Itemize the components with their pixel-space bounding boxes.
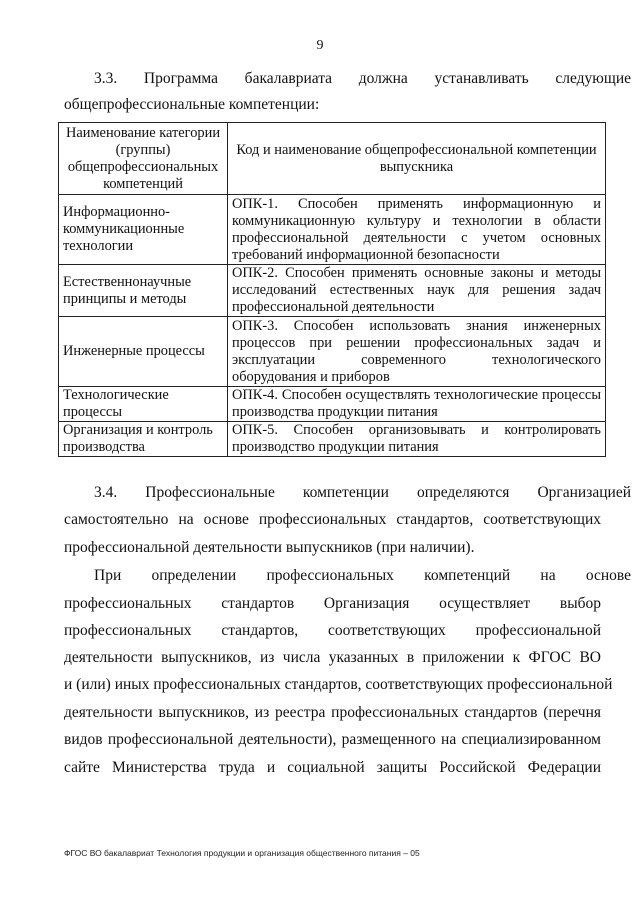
paragraph-line-5: и (или) иных профессиональных стандартов, соответствующих профессиональной: [64, 676, 613, 693]
row-competence: ОПК-1. Способен применять информационную и коммуникационную культуру и технологии в области профессиональной деятельности с учетом основных требований информационной безопасности: [228, 195, 606, 265]
table-row: [59, 387, 606, 422]
section-3-3-line-1: 3.3. Программа бакалавриата должна устанавливать следующие: [94, 70, 631, 87]
row-competence: ОПК-5. Способен организовывать и контролировать производство продукции питания: [228, 422, 606, 457]
table-row: [59, 195, 606, 265]
row-competence: ОПК-4. Способен осуществлять технологические процессы производства продукции питания: [228, 387, 606, 422]
paragraph-line-8: сайте Министерства труда и социальной защиты Российской Федерации: [64, 759, 601, 776]
table-header-row: [59, 123, 606, 195]
row-category: Организация и контроль производства: [59, 422, 228, 457]
section-3-4-line-3: профессиональной деятельности выпускников (при наличии).: [64, 539, 475, 556]
paragraph-line-2: профессиональных стандартов Организация осуществляет выбор: [64, 595, 601, 612]
row-category: Инженерные процессы: [59, 317, 228, 387]
row-category: Технологические процессы: [59, 387, 228, 422]
section-3-4-line-2: самостоятельно на основе профессиональных стандартов, соответствующих: [64, 511, 601, 528]
page-number: 9: [316, 38, 324, 53]
table-row: [59, 265, 606, 317]
row-competence: ОПК-2. Способен применять основные законы и методы исследований естественных наук для решения задач профессиональной деятельности: [228, 265, 606, 317]
row-category: Информационно-коммуникационные технологии: [59, 195, 228, 265]
page-footer: ФГОС ВО бакалавриат Технология продукции и организация общественного питания – 05: [64, 848, 420, 858]
header-competence: Код и наименование общепрофессиональной компетенции выпускника: [228, 123, 606, 195]
table-row: [59, 317, 606, 387]
paragraph-line-4: деятельности выпускников, из числа указанных в приложении к ФГОС ВО: [64, 649, 601, 666]
row-category: Естественнонаучные принципы и методы: [59, 265, 228, 317]
paragraph-line-1: При определении профессиональных компетенций на основе: [94, 567, 631, 584]
paragraph-line-3: профессиональных стандартов, соответствующих профессиональной: [64, 622, 601, 639]
section-3-3-line-2: общепрофессиональные компетенции:: [64, 96, 320, 113]
section-3-4-line-1: 3.4. Профессиональные компетенции определяются Организацией: [94, 484, 631, 501]
paragraph-line-7: видов профессиональной деятельности), размещенного на специализированном: [64, 731, 601, 748]
competencies-table: [58, 122, 606, 457]
row-competence: ОПК-3. Способен использовать знания инженерных процессов при решении профессиональных задач и эксплуатации современного технологического оборудования и приборов: [228, 317, 606, 387]
table-row: [59, 422, 606, 457]
header-category: Наименование категории (группы) общепрофессиональных компетенций: [59, 123, 228, 195]
paragraph-line-6: деятельности выпускников, из реестра профессиональных стандартов (перечня: [64, 704, 601, 721]
